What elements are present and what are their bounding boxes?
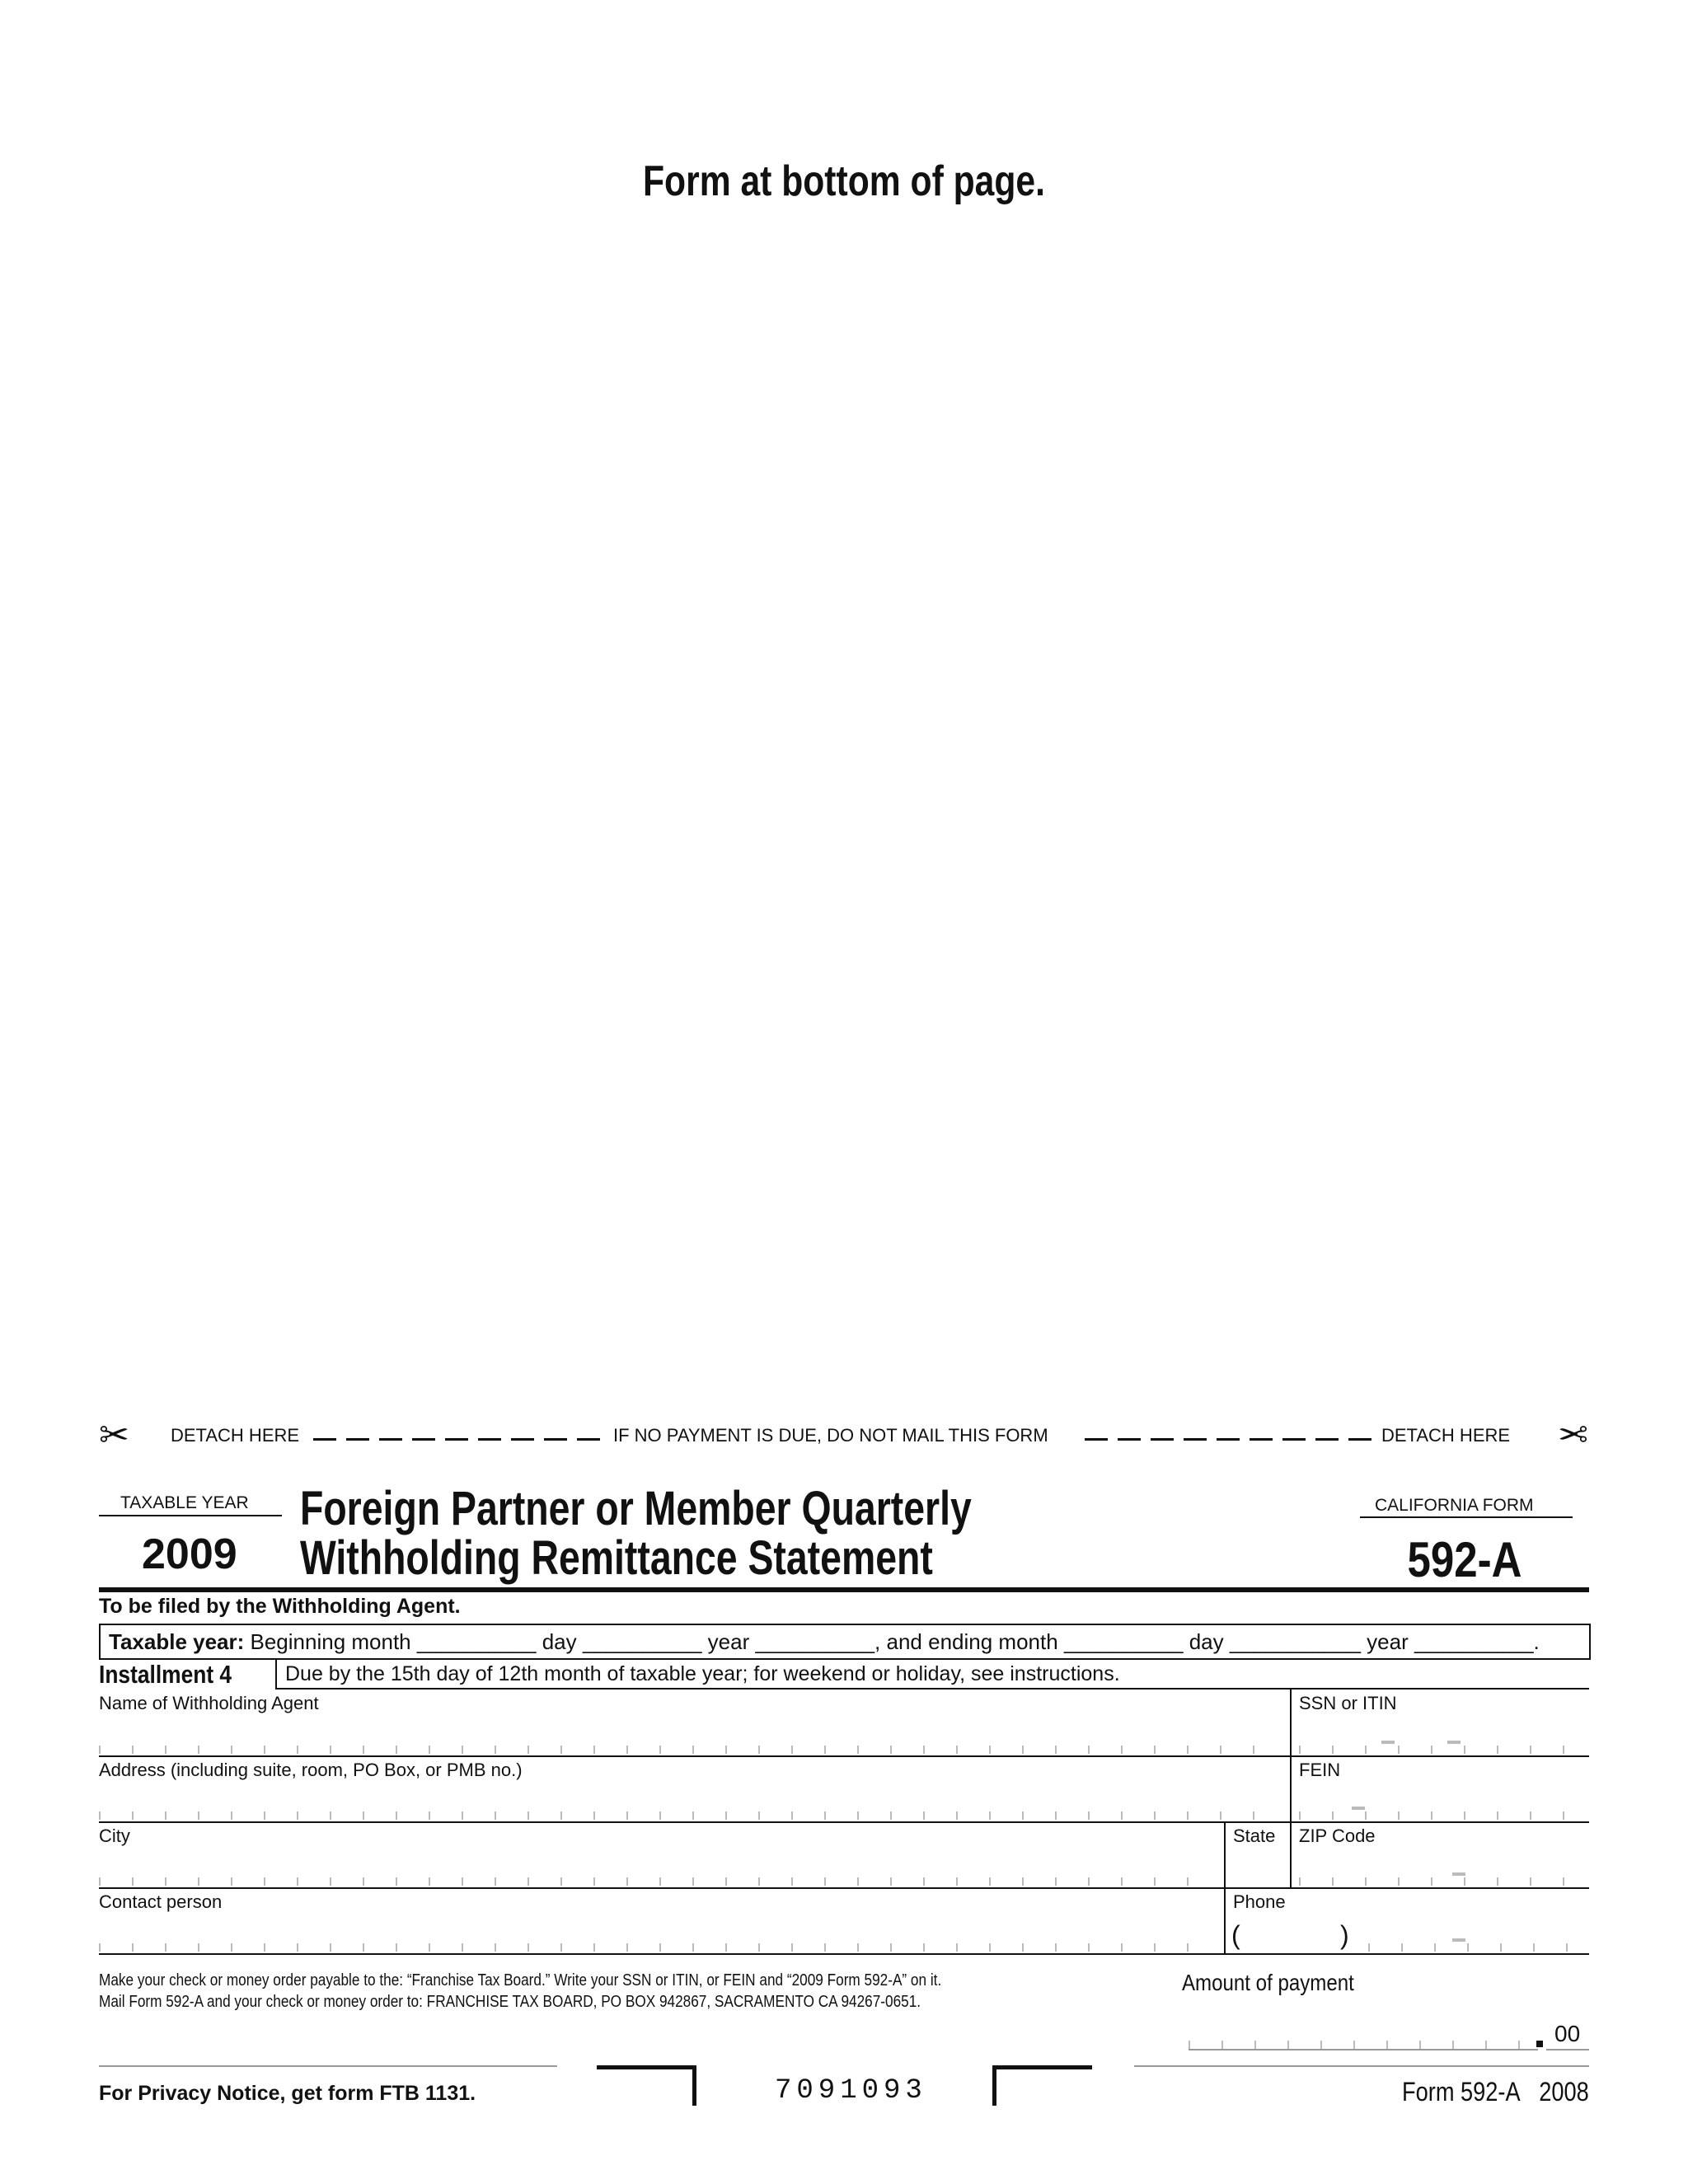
footer-rule-right [1134, 2065, 1589, 2067]
header-heavy-rule [99, 1587, 1589, 1592]
privacy-notice: For Privacy Notice, get form FTB 1131. [99, 2082, 476, 2105]
phone-area-close: ) [1340, 1920, 1349, 1950]
phone-field[interactable] [1368, 1943, 1579, 1952]
taxable-year-box[interactable] [99, 1624, 1591, 1660]
scan-line-number: 7091093 [775, 2075, 927, 2107]
installment-rule [275, 1688, 1589, 1690]
amount-of-payment-label: Amount of payment [1182, 1970, 1354, 1995]
zip-code-label: ZIP Code [1299, 1825, 1376, 1846]
ssn-separator-2 [1447, 1741, 1461, 1744]
ssn-itin-label: SSN or ITIN [1299, 1693, 1397, 1713]
row-rule-4 [99, 1953, 1589, 1955]
decimal-point [1536, 2041, 1543, 2047]
scan-corner-mark-left [597, 2065, 696, 2106]
detach-dash-right [1085, 1438, 1373, 1441]
taxable-year-line [109, 1629, 1540, 1655]
state-phone-divider [1224, 1823, 1226, 1955]
footer-form-id [1402, 2077, 1589, 2107]
footer-rule-left [99, 2065, 557, 2067]
footer-form-label: Form 592-A [1402, 2077, 1521, 2107]
detach-center-label: IF NO PAYMENT IS DUE, DO NOT MAIL THIS FORM [613, 1425, 1048, 1446]
city-label: City [99, 1825, 130, 1846]
phone-area-open: ( [1231, 1920, 1240, 1950]
ssn-separator-1 [1381, 1741, 1395, 1744]
zip-divider [1290, 1823, 1292, 1889]
footer-form-year: 2008 [1539, 2077, 1589, 2107]
form-title-line1: Foreign Partner or Member Quarterly [300, 1482, 972, 1535]
contact-person-field[interactable] [99, 1943, 1220, 1952]
zip-separator [1452, 1872, 1465, 1876]
fein-field[interactable] [1299, 1811, 1579, 1820]
address-label: Address (including suite, room, PO Box, or PMB no.) [99, 1760, 523, 1780]
zip-code-field[interactable] [1299, 1877, 1579, 1886]
installment-label: Installment 4 [99, 1660, 232, 1689]
row-rule-3 [99, 1887, 1589, 1889]
state-field[interactable] [1233, 1877, 1282, 1886]
fein-label: FEIN [1299, 1760, 1341, 1780]
detach-left-label: DETACH HERE [171, 1425, 300, 1446]
phone-separator [1452, 1938, 1465, 1942]
form-number: 592-A [1407, 1532, 1522, 1587]
row-rule-1 [99, 1755, 1589, 1757]
scan-corner-mark-right [992, 2065, 1092, 2106]
address-field[interactable] [99, 1811, 1286, 1820]
installment-due-text: Due by the 15th day of 12th month of taxable year; for weekend or holiday, see instructions. [285, 1662, 1120, 1685]
taxable-year-rule [99, 1515, 282, 1516]
city-field[interactable] [99, 1877, 1220, 1886]
installment-divider [275, 1658, 277, 1690]
taxable-year-line-text: Beginning month __________ day __________ year __________, and ending month __________ day ___________ year __________. [244, 1629, 1540, 1654]
fein-separator [1352, 1807, 1365, 1810]
scissors-left-icon: ✂ [99, 1415, 129, 1455]
form-location-notice: Form at bottom of page. [643, 157, 1045, 205]
state-label: State [1233, 1825, 1276, 1846]
scissors-right-icon: ✂ [1558, 1415, 1588, 1455]
taxable-year-line-label: Taxable year: [109, 1629, 245, 1654]
phone-label: Phone [1233, 1891, 1286, 1912]
california-form-label: CALIFORNIA FORM [1375, 1496, 1534, 1515]
form-title-line2: Withholding Remittance Statement [300, 1531, 933, 1585]
cents-rule [1546, 2049, 1589, 2050]
california-form-rule [1360, 1516, 1573, 1518]
ssn-itin-field[interactable] [1299, 1746, 1579, 1754]
detach-right-label: DETACH HERE [1381, 1425, 1511, 1446]
withholding-agent-name-label: Name of Withholding Agent [99, 1693, 319, 1713]
withholding-agent-name-field[interactable] [99, 1746, 1286, 1754]
contact-person-label: Contact person [99, 1891, 223, 1912]
payment-instruction-line1: Make your check or money order payable to the: “Franchise Tax Board.” Write your SSN or ITIN, or FEIN and “2009 Form 592-A” on it. [99, 1971, 942, 1990]
taxable-year-label: TAXABLE YEAR [120, 1493, 249, 1512]
detach-dash-left [313, 1438, 602, 1441]
row-rule-2 [99, 1821, 1589, 1823]
amount-of-payment-field[interactable] [1189, 2041, 1538, 2050]
payment-instruction-line2: Mail Form 592-A and your check or money order to: FRANCHISE TAX BOARD, PO BOX 942867, SACRAMENTO CA 94267-0651. [99, 1993, 921, 2011]
taxable-year-value: 2009 [142, 1530, 237, 1578]
filed-by-note: To be filed by the Withholding Agent. [99, 1595, 461, 1618]
amount-cents: 00 [1554, 2021, 1581, 2046]
